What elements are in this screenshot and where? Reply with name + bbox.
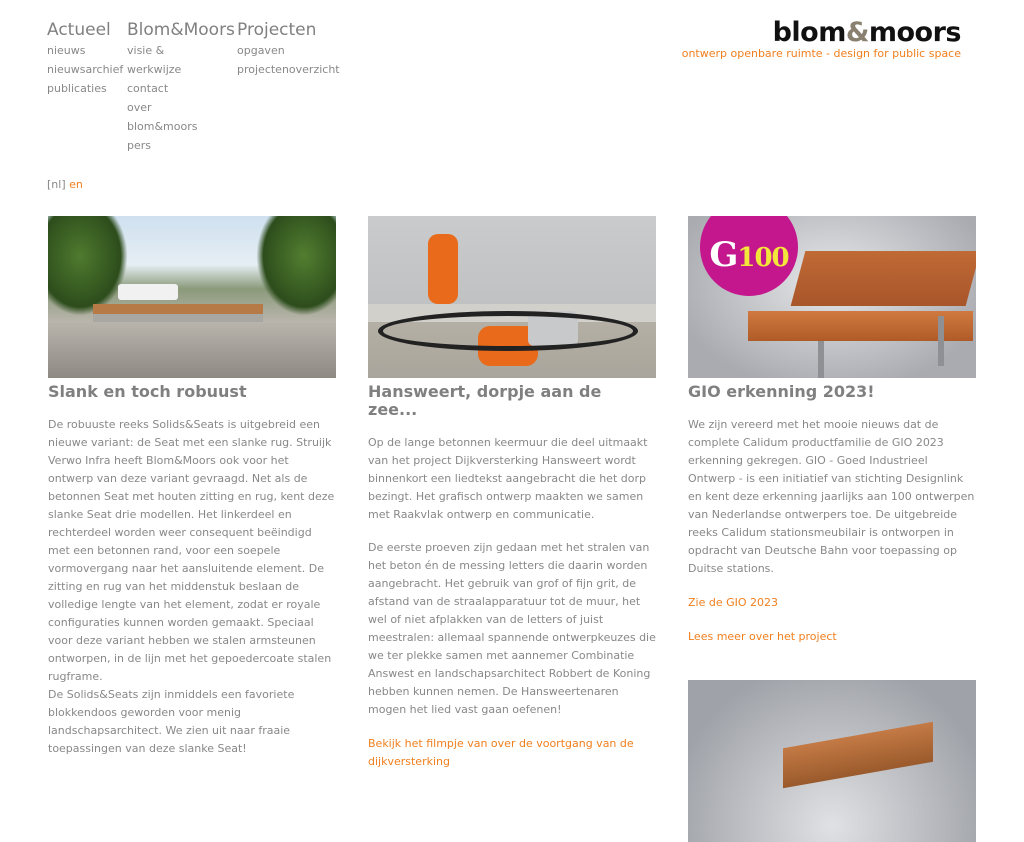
article-paragraph: De eerste proeven zijn gedaan met het stralen van het beton én de messing letters die daarin worden aangebracht. Het gebruik van grof of fijn grit, de afstand van de straalapparatuur tot de muur, het wel of niet afplakken van de letters of juist meestralen: allemaal spannende ontwerpkeuzes die we ter plekke samen met aannemer Combinatie Answest en landschapsarchitect Robbert de Koning hebben kunnen nemen. De Hansweertenaren mogen het lied vast gaan oefenen! (368, 541, 656, 716)
language-switch (47, 178, 83, 191)
nav-link-werkwijze[interactable]: werkwijze (127, 63, 182, 76)
nav-link-visie[interactable]: visie & (127, 44, 165, 57)
article-image-calidum-bench[interactable] (688, 216, 976, 378)
article-image-wall-workers[interactable] (368, 216, 656, 378)
nav-link-nieuws[interactable]: nieuws (47, 44, 86, 57)
nav-link-contact[interactable]: contact (127, 82, 169, 95)
lang-nl: [nl] (47, 178, 66, 191)
article-paragraph: We zijn vereerd met het mooie nieuws dat de complete Calidum productfamilie de GIO 2023 erkenning gekregen. GIO - Goed Industrieel Ontwerp - is een initiatief van stichting Designlink en kent deze erkenning jaarlijks aan 100 ontwerpen van Nederlandse ontwerpers toe. De uitgebreide reeks Calidum stationsmeubilair is ontworpen in opdracht van Deutsche Bahn voor toepassing op Duitse stations. (688, 418, 975, 575)
logo-blom: blom (772, 17, 846, 48)
site-logo[interactable] (682, 18, 961, 60)
logo-moors: moors (868, 17, 961, 48)
nav-link-nieuwsarchief[interactable]: nieuwsarchief (47, 63, 124, 76)
logo-amp: & (845, 17, 869, 48)
article-image-bench-plaza[interactable] (48, 216, 336, 378)
nav-link-opgaven[interactable]: opgaven (237, 44, 285, 57)
lang-en-link[interactable]: en (69, 178, 83, 191)
video-link[interactable]: Bekijk het filmpje van over de voortgang van de dijkversterking (368, 737, 634, 768)
article-title[interactable]: Hansweert, dorpje aan de zee... (368, 382, 602, 419)
logo-tagline: ontwerp openbare ruimte - design for public space (681, 47, 961, 60)
nav-link-pers[interactable]: pers (127, 139, 152, 152)
article-image-next-bench[interactable] (688, 680, 976, 842)
gio-badge-text: G100 (709, 235, 789, 275)
nav-heading-actueel[interactable]: Actueel (47, 20, 111, 40)
nav-link-blommoors[interactable]: blom&moors (127, 120, 198, 133)
article-slank (48, 216, 336, 758)
nav-heading-projecten[interactable]: Projecten (237, 20, 317, 40)
nav-link-publicaties[interactable]: publicaties (47, 82, 107, 95)
article-hansweert (368, 216, 656, 771)
article-paragraph: Op de lange betonnen keermuur die deel uitmaakt van het project Dijkversterking Hansweert wordt binnenkort een liedtekst aangebracht die het dorp bezingt. Het grafisch ontwerp maakten we samen met Raakvlak ontwerp en communicatie. (368, 436, 648, 521)
article-paragraph: De robuuste reeks Solids&Seats is uitgebreid een nieuwe variant: de Seat met een slanke rug. Struijk Verwo Infra heeft Blom&Moors ook voor het ontwerp van deze variant gevraagd. Net als de betonnen Seat met houten zitting en rug, kent deze slanke Seat drie modellen. Het linkerdeel en rechterdeel worden weer consequent beëindigd met een betonnen rand, voor een soepele vormovergang naar het aansluitende element. De zitting en rug van het middenstuk beslaan de volledige lengte van het element, zodat er royale configuraties kunnen worden gemaakt. Speciaal voor deze variant hebben we stalen armsteunen ontworpen, in de lijn met het gepoedercoate stalen rugframe. De Solids&Seats zijn inmiddels een favoriete blokkendoos geworden voor menig landschapsarchitect. We zien uit naar fraaie toepassingen van deze slanke Seat! (48, 418, 335, 755)
article-title[interactable]: GIO erkenning 2023! (688, 382, 875, 401)
nav-link-projectenoverzicht[interactable]: projectenoverzicht (237, 63, 340, 76)
article-title[interactable]: Slank en toch robuust (48, 382, 247, 401)
nav-actueel (47, 19, 123, 98)
nav-heading-blommoors[interactable]: Blom&Moors (127, 20, 235, 40)
gio-2023-link[interactable]: Zie de GIO 2023 (688, 596, 779, 609)
gio-badge (700, 216, 798, 296)
article-gio (688, 216, 976, 842)
nav-projecten (237, 19, 340, 79)
nav-blommoors (127, 19, 235, 155)
project-link[interactable]: Lees meer over het project (688, 630, 837, 643)
nav-link-over[interactable]: over (127, 101, 152, 114)
